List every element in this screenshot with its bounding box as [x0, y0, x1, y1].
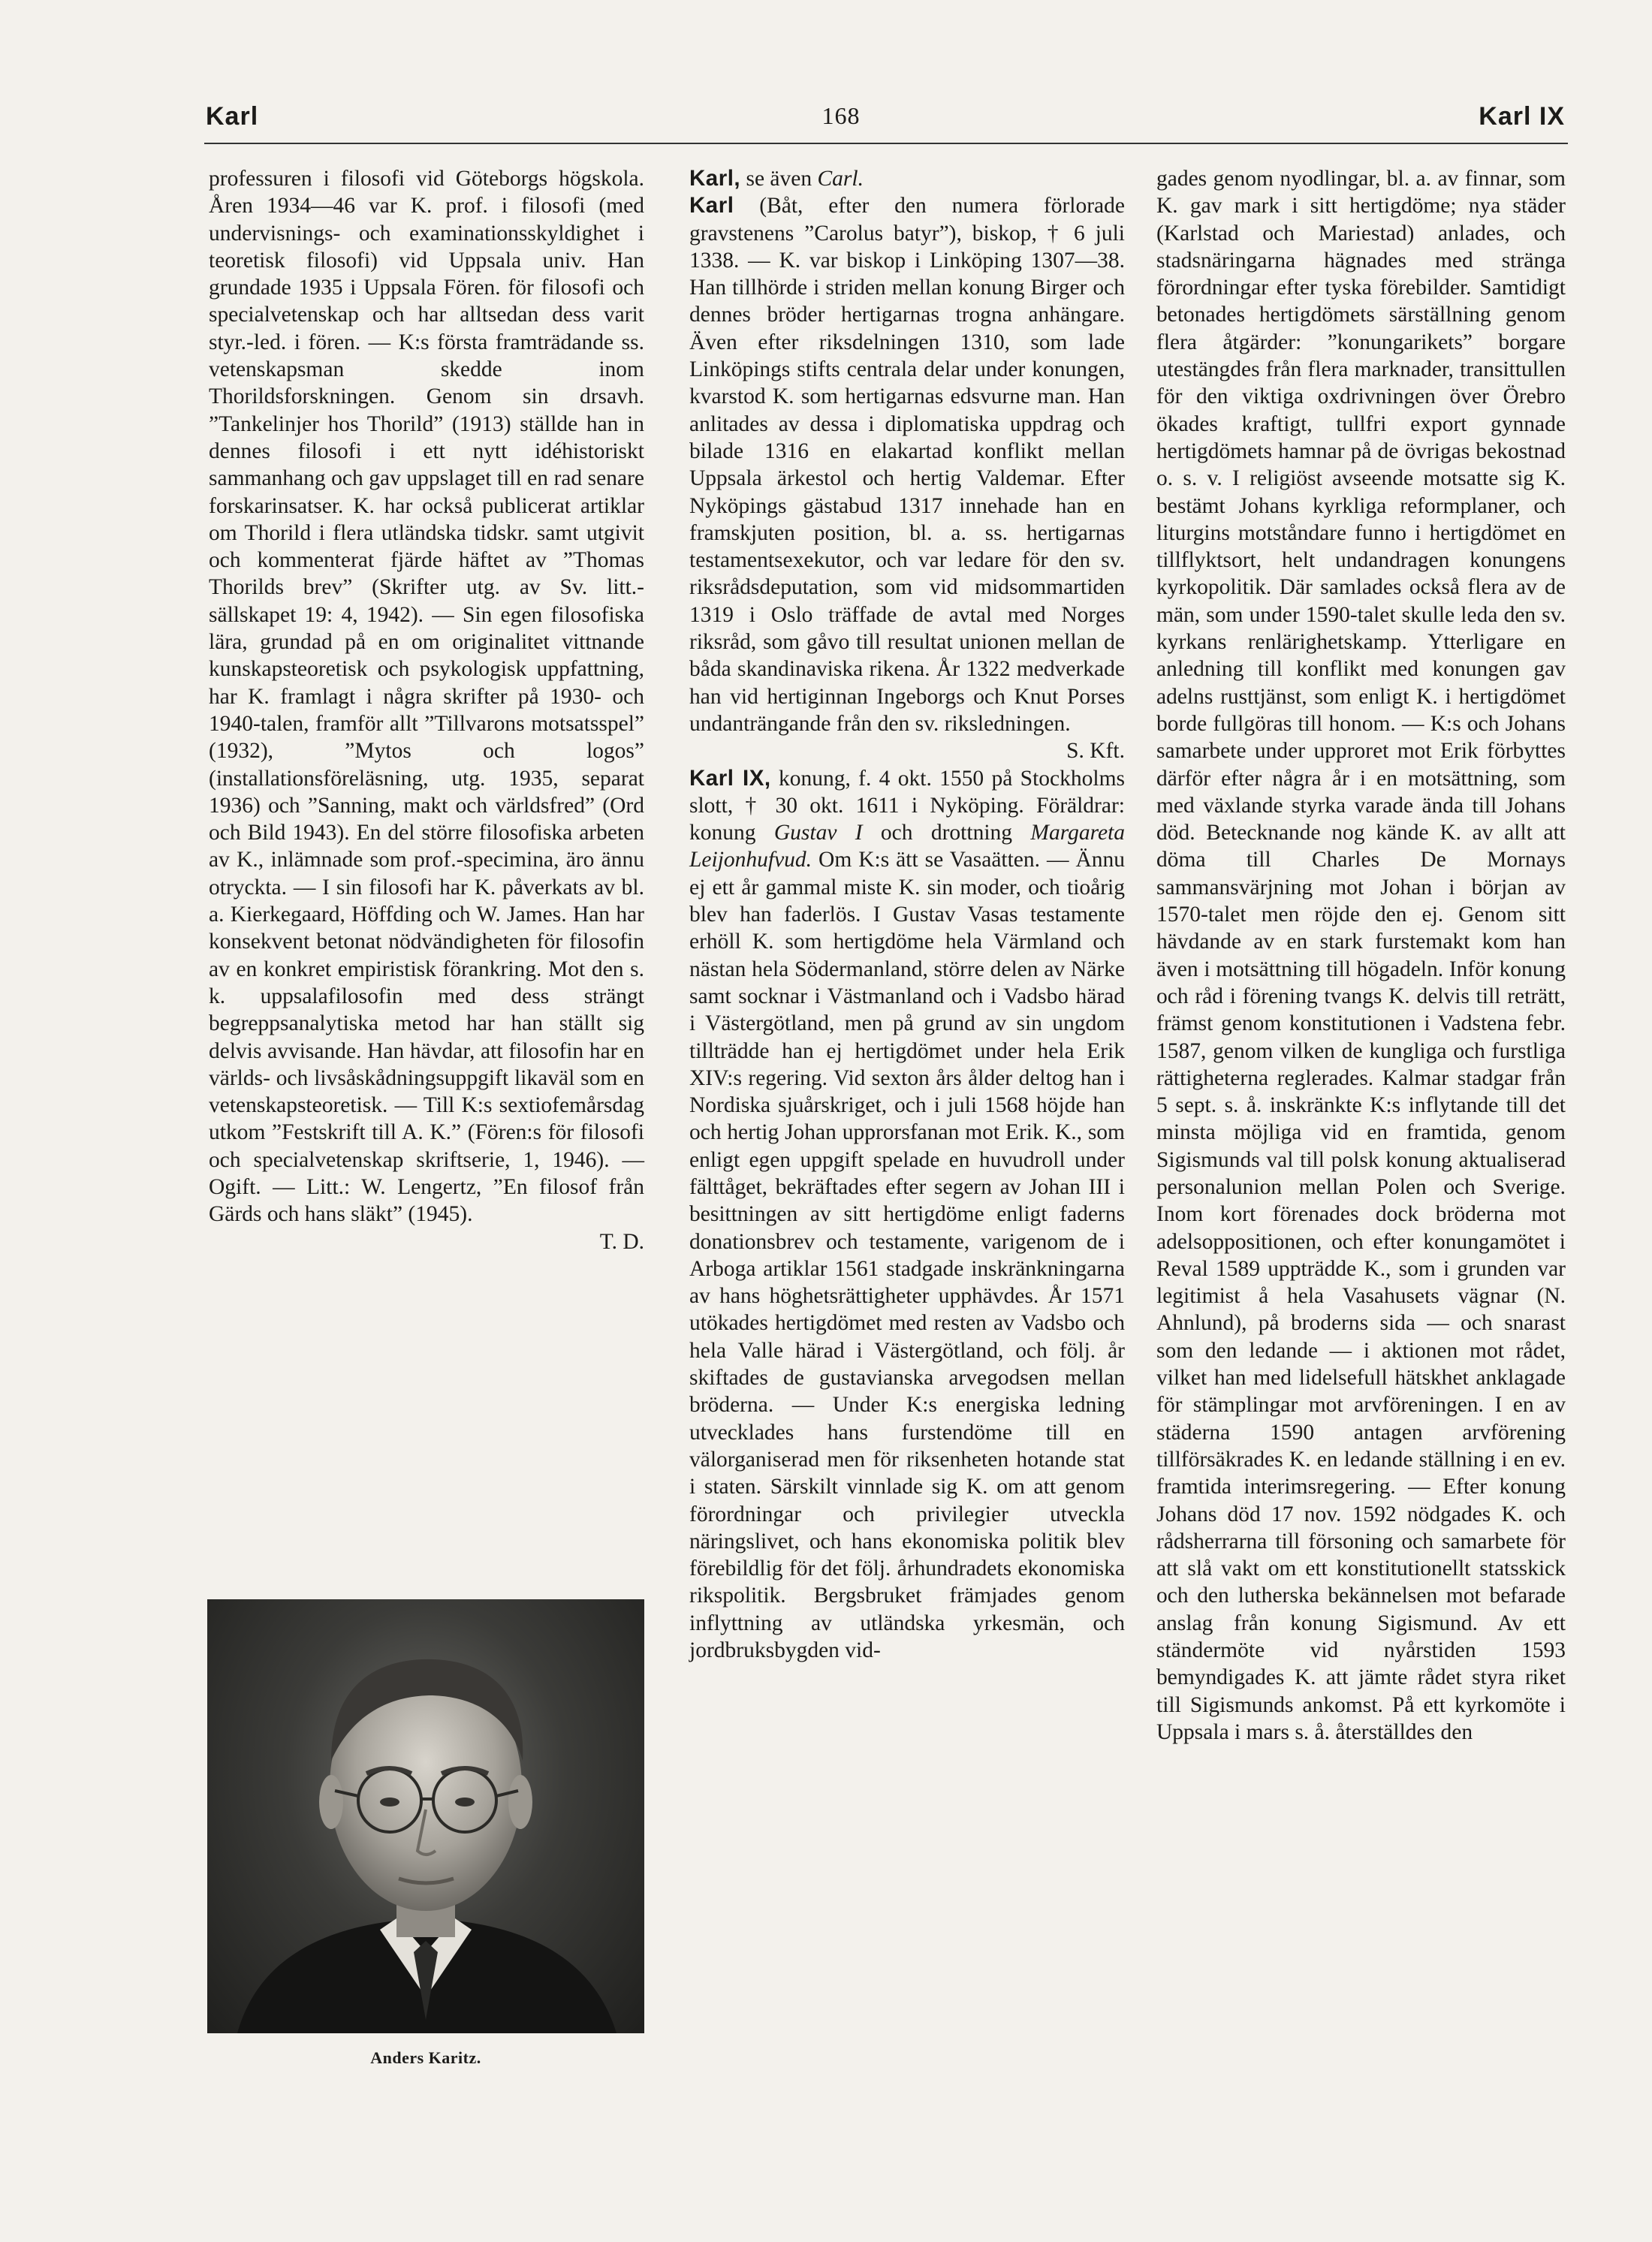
entry-karl-ix-continuation: gades genom nyodlingar, bl. a. av finnar, som K. gav mark i sitt hertigdöme; nya städer (Karlstad och Mariestad) anlades, och stadsnäringarna hägnades med stränga förordningar efter tyska förebilder. Samtidigt betonades hertigdömets särställning genom flera åtgärder: ”konungarikets” borgare utestängdes från flera marknader, transittullen för den viktiga oxdrivningen över Örebro ökades kraftigt, tullfri export gynnade hertigdömets hamnar på de övrigas bekostnad o. s. v. I religiöst avseende motsatte sig K. bestämt Johans kyrkliga reformplaner, och liturgins motståndare funno i hertigdömet en tillflyktsort, helt undandragen konungens kyrkopolitik. Där samlades också flera av de män, som under 1590-talet skulle leda den sv. kyrkans renlärighetskamp. Ytterligare en anledning till konflikt med konungen gav adelns rusttjänst, som enligt K. i hertigdömet borde fullgöras till honom. — K:s och Johans samarbete under upproret mot Erik förbyttes därför efter några år i en motsättning, som med växlande styrka varade ända till Johans död. Betecknande nog kände K. av allt att döma till Charles De Mornays sammansvärjning mot Johan i början av 1570-talet men röjde den ej. Genom sitt hävdande av en stark furstemakt kom han även i motsättning till högadeln. Inför konung och råd i förening tvangs K. delvis till reträtt, främst genom konstitutionen i Vadstena febr. 1587, genom vilken de kungliga och furstliga rättigheterna reglerades. Kalmar stadgar från 5 sept. s. å. inskränkte K:s inflytande till det minsta möjliga vid en framtida, genom Sigismunds val till polsk konung aktualiserad personalunion mellan Polen och Sverige. Inom kort förenades dock bröderna mot adelsoppositionen, och efter konungamötet i Reval 1589 uppträdde K., som i grunden var legitimist å hela Vasahusets vägnar (N. Ahnlund), på broderns sida — och snarast som den ledande — i aktionen mot rådet, vilket han med lidelsefull hätskhet anklagade för stämplingar mot arvföreningen. I en av städerna 1590 antagen arvförening tillförsäkrades K. en ledande ställning i en ev. framtida interimsregering. — Efter konung Johans död 17 nov. 1592 nödgades K. och rådsherrarna till försoning och samarbete för att slå vakt om ett konstitutionellt statsskick och den lutherska bekännelsen mot befarade anslag från konung Sigismund. Av ett ständermöte vid nyårstiden 1593 bemyndigades K. att jämte rådet styra riket till Sigismunds ankomst. På ett kyrkomöte i Uppsala i mars s. å. återställdes den [1156, 167, 1566, 1744]
headword: Karl, [689, 166, 741, 191]
photo-caption: Anders Karitz. [370, 2048, 481, 2067]
header-rule [204, 143, 1568, 144]
entry-text: konung, f. 4 okt. 1550 på Stockholms slott, † 30 okt. 1611 i Nyköping. Föräldrar: konung [689, 766, 1125, 845]
running-head-left: Karl [206, 102, 259, 131]
portrait-photo [207, 1599, 644, 2033]
headword: Karl IX, [689, 765, 771, 791]
entry-karl-ix [689, 765, 1125, 1665]
portrait-illustration [207, 1599, 644, 2033]
column-1 [209, 165, 644, 1255]
parent-name: Gustav I [773, 821, 863, 845]
entry-karl-see-also [689, 165, 1125, 192]
headword: Karl [689, 193, 734, 218]
entry-text: Om K:s ätt se Vasaätten. — Ännu ej ett år gammal miste K. sin moder, och tioårig blev han faderlös. I Gustav Vasas testamente erhöll K. som hertigdöme hela Värmland och nästan hela Södermanland, större delen av Närke samt socknar i Västmanland och i Vadsbo härad i Västergötland, men på grund av sin ungdom tillträdde han ej hertigdömet under hela Erik XIV:s regering. Vid sexton års ålder deltog han i Nordiska sjuårskriget, och i juli 1568 höjde han och hertig Johan upprorsfanan mot Erik. K., som enligt egen uppgift spelade en huvudroll under fälttåget, bekräftades efter segern av Johan III i besittningen av sitt hertigdöme enligt faderns donationsbrev och testamente, varigenom de i Arboga artiklar 1561 stadgade inskränkningarna av hans höghetsrättigheter upphävdes. År 1571 utökades hertigdömet med resten av Vadsbo och hela Valle härad i Västergötland, och följ. år skiftades de gustavianska arvegodsen mellan bröderna. — Under K:s energiska ledning utvecklades hans furstendöme till en välorganiserad men för riksenheten hotande stat i staten. Särskilt vinnlade sig K. om att genom förordningar och privilegier utveckla näringslivet, och hans ekonomiska politik blev förebildlig för det följ. århundradets ekonomiska rikspolitik. Bergsbruket främjades genom inflyttning av utländska yrkesmän, och jordbruksbygden vid- [689, 848, 1125, 1663]
entry-text: se även [740, 167, 818, 191]
author-signature: T. D. [599, 1229, 644, 1254]
entry-karl-bishop [689, 192, 1125, 737]
author-signature: S. Kft. [1066, 739, 1125, 764]
column-2 [689, 165, 1125, 1664]
running-head-right: Karl IX [1479, 102, 1565, 131]
karitz-entry-continuation: professuren i filosofi vid Göteborgs högskola. Åren 1934—46 var K. prof. i filosofi (med undervisnings- och examinationsskyldighet i teoretisk filosofi) vid Uppsala univ. Han grundade 1935 i Uppsala Fören. för filosofi och specialvetenskap och har alltsedan dess varit styr.-led. i fören. — K:s första framträdande ss. vetenskapsman skedde inom Thorildsforskningen. Genom sin drsavh. ”Tankelinjer hos Thorild” (1913) ställde han in dennes filosofi i ett nytt idéhistoriskt sammanhang och gav uppslaget till en rad senare forskarinsatser. K. har också publicerat artiklar om Thorild i flera utländska tidskr. samt utgivit och kommenterat fjärde häftet av ”Thomas Thorilds brev” (Skrifter utg. av Sv. litt.-sällskapet 19: 4, 1942). — Sin egen filosofiska lära, grundad på en om originalitet vittnande kunskapsteoretisk och psykologisk uppfattning, har K. framlagt i några skrifter på 1930- och 1940-talen, framför allt ”Tillvarons motsatsspel” (1932), ”Mytos och logos” (installationsföreläsning, utg. 1935, separat 1936) och ”Sanning, makt och världsfred” (Ord och Bild 1943). En del större filosofiska arbeten av K., inlämnade som prof.-specimina, äro ännu otryckta. — I sin filosofi har K. påverkats av bl. a. Kierkegaard, Höffding och W. James. Han har konsekvent betonat nödvändigheten för filosofin av en konkret empiristisk förankring. Mot den s. k. uppsalafilosofin med dess strängt begreppsanalytiska metod har han ställt sig delvis avvisande. Han hävdar, att filosofin har en världs- och livsåskådningsuppgift likaväl som en vetenskapsteoretisk. — Till K:s sextiofemårsdag utkom ”Festskrift till A. K.” (Fören:s för filosofi och specialvetenskap skriftserie, 1, 1946). — Ogift. — Litt.: W. Lengertz, ”En filosof från Gärds och hans släkt” (1945). [209, 167, 644, 1227]
entry-text: och drottning [862, 821, 1031, 845]
page-number: 168 [821, 102, 861, 129]
cross-reference: Carl. [817, 167, 864, 191]
parent-name: Margareta Leijonhufvud. [689, 821, 1126, 872]
entry-text: (Båt, efter den numera förlorade gravstenens ”Carolus batyr”), biskop, † 6 juli 1338. — K. var biskop i Linköping 1307—38. Han tillhörde i striden mellan konung Birger och dennes bröder hertigarnas trogna anhängare. Även efter riksdelningen 1310, som lade Linköpings stifts centrala delar under konungen, kvarstod K. som hertigarnas edsvurne man. Han anlitades av dessa i diplomatiska uppdrag och bilade 1316 en elakartad konflikt mellan Uppsala ärkestol och hertig Valdemar. Efter Nyköpings gästabud 1317 innehade han en framskjuten position, bl. a. ss. hertigarnas testamentsexekutor, och var ledare för den sv. riksrådsdeputation, som vid midsommartiden 1319 i Oslo träffade de avtal med Norges riksråd, som gåvo till resultat unionen mellan de båda skandinaviska rikena. År 1322 medverkade han vid hertiginnan Ingeborgs och Knut Porses undanträngande från den sv. riksledningen. [689, 194, 1125, 736]
column-3 [1156, 165, 1566, 1746]
